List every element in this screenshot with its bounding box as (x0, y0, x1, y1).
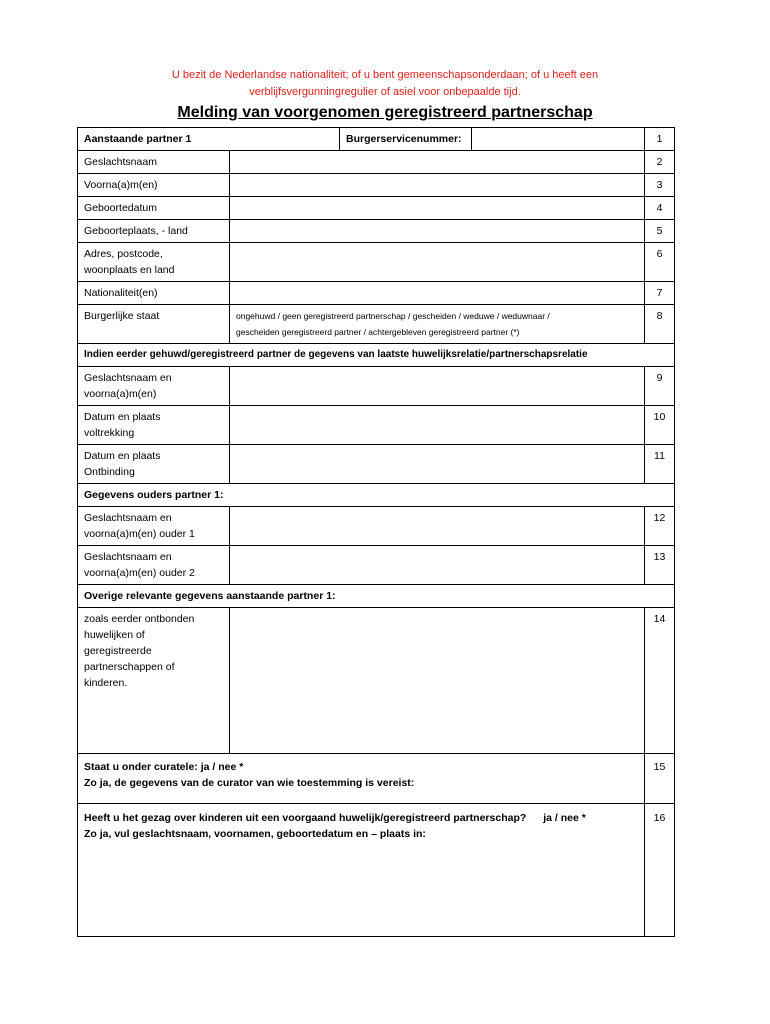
row-number: 14 (645, 608, 675, 754)
row-previous-solemnization (78, 406, 675, 445)
curatele-block[interactable] (78, 754, 645, 804)
surname-label: Geslachtsnaam (78, 151, 230, 174)
row-number: 8 (645, 305, 675, 344)
row-surname (78, 151, 675, 174)
row-number: 6 (645, 243, 675, 282)
label-line-2: voorna(a)m(en) ouder 2 (84, 567, 195, 579)
label-line-2: Ontbinding (84, 466, 135, 478)
row-number: 4 (645, 197, 675, 220)
row-other-details (78, 608, 675, 754)
gezag-followup: Zo ja, vul geslachtsnaam, voornamen, geboortedatum en – plaats in: (84, 828, 426, 840)
gezag-question: Heeft u het gezag over kinderen uit een voorgaand huwelijk/geregistreerd partnerschap? (84, 812, 527, 824)
dissolution-label (78, 445, 230, 484)
parent-2-label (78, 546, 230, 585)
birth-place-input[interactable] (230, 220, 645, 243)
other-details-input[interactable] (230, 608, 645, 754)
bsn-input[interactable] (472, 128, 645, 151)
row-number: 3 (645, 174, 675, 197)
address-label-line-2: woonplaats en land (84, 264, 175, 276)
row-number: 15 (645, 754, 675, 804)
row-number: 1 (645, 128, 675, 151)
label-line-2: voorna(a)m(en) ouder 1 (84, 528, 195, 540)
section-parents-header (78, 484, 675, 507)
label-line-1: Geslachtsnaam en (84, 372, 172, 384)
row-nationality (78, 282, 675, 305)
previous-partner-name-input[interactable] (230, 367, 645, 406)
label-line-2: voltrekking (84, 427, 135, 439)
curatele-question: Staat u onder curatele: ja / nee * (84, 761, 244, 773)
section-parents-title: Gegevens ouders partner 1: (78, 484, 675, 507)
civil-status-options-line-2: gescheiden geregistreerd partner / achtergebleven geregistreerd partner (*) (236, 327, 520, 337)
address-label-line-1: Adres, postcode, (84, 248, 163, 260)
row-number: 7 (645, 282, 675, 305)
gezag-choice[interactable]: ja / nee * (543, 812, 586, 824)
row-previous-partner-name (78, 367, 675, 406)
row-curatele (78, 754, 675, 804)
previous-partner-name-label (78, 367, 230, 406)
nationality-input[interactable] (230, 282, 645, 305)
birth-date-label: Geboortedatum (78, 197, 230, 220)
row-number: 16 (645, 804, 675, 937)
label-line-5: kinderen. (84, 677, 128, 689)
form-title: Melding van voorgenomen geregistreerd partnerschap (177, 104, 593, 121)
gezag-question-line (84, 810, 638, 826)
row-gezag (78, 804, 675, 937)
row-address (78, 243, 675, 282)
birth-place-label: Geboorteplaats, - land (78, 220, 230, 243)
notice-line-2: verblijfsvergunningregulier of asiel voor onbepaalde tijd. (249, 86, 521, 98)
row-parent-2 (78, 546, 675, 585)
parent-1-input[interactable] (230, 507, 645, 546)
eligibility-notice (0, 67, 770, 101)
section-other-title: Overige relevante gegevens aanstaande partner 1: (78, 585, 675, 608)
parent-1-label (78, 507, 230, 546)
parent-2-input[interactable] (230, 546, 645, 585)
label-line-1: Geslachtsnaam en (84, 551, 172, 563)
row-number: 9 (645, 367, 675, 406)
row-parent-1 (78, 507, 675, 546)
row-number: 11 (645, 445, 675, 484)
solemnization-input[interactable] (230, 406, 645, 445)
row-previous-dissolution (78, 445, 675, 484)
civil-status-options-line-1: ongehuwd / geen geregistreerd partnerschap / gescheiden / weduwe / weduwnaar / (236, 311, 550, 321)
first-names-label: Voorna(a)m(en) (78, 174, 230, 197)
dissolution-input[interactable] (230, 445, 645, 484)
label-line-3: geregistreerde (84, 645, 152, 657)
surname-input[interactable] (230, 151, 645, 174)
row-civil-status (78, 305, 675, 344)
solemnization-label (78, 406, 230, 445)
row-number: 5 (645, 220, 675, 243)
partner-heading: Aanstaande partner 1 (78, 128, 340, 151)
label-line-4: partnerschappen of (84, 661, 175, 673)
other-details-label (78, 608, 230, 754)
label-line-1: Datum en plaats (84, 411, 161, 423)
civil-status-label: Burgerlijke staat (78, 305, 230, 344)
gezag-block[interactable] (78, 804, 645, 937)
row-number: 12 (645, 507, 675, 546)
row-number: 13 (645, 546, 675, 585)
section-previous-title: Indien eerder gehuwd/geregistreerd partner de gegevens van laatste huwelijksrelatie/partnerschapsrelatie (78, 344, 675, 367)
label-line-2: voorna(a)m(en) (84, 388, 157, 400)
row-birth-place (78, 220, 675, 243)
nationality-label: Nationaliteit(en) (78, 282, 230, 305)
row-number: 2 (645, 151, 675, 174)
first-names-input[interactable] (230, 174, 645, 197)
section-other-header (78, 585, 675, 608)
row-first-names (78, 174, 675, 197)
registration-form-table (77, 127, 675, 937)
label-line-2: huwelijken of (84, 629, 145, 641)
curatele-followup: Zo ja, de gegevens van de curator van wie toestemming is vereist: (84, 777, 415, 789)
row-birth-date (78, 197, 675, 220)
notice-line-1: U bezit de Nederlandse nationaliteit; of u bent gemeenschapsonderdaan; of u heeft een (171, 69, 599, 81)
civil-status-options[interactable] (230, 305, 645, 344)
header-row (78, 128, 675, 151)
address-label (78, 243, 230, 282)
section-previous-header (78, 344, 675, 367)
birth-date-input[interactable] (230, 197, 645, 220)
bsn-label: Burgerservicenummer: (340, 128, 472, 151)
label-line-1: Geslachtsnaam en (84, 512, 172, 524)
label-line-1: Datum en plaats (84, 450, 161, 462)
label-line-1: zoals eerder ontbonden (84, 613, 195, 625)
row-number: 10 (645, 406, 675, 445)
address-input[interactable] (230, 243, 645, 282)
